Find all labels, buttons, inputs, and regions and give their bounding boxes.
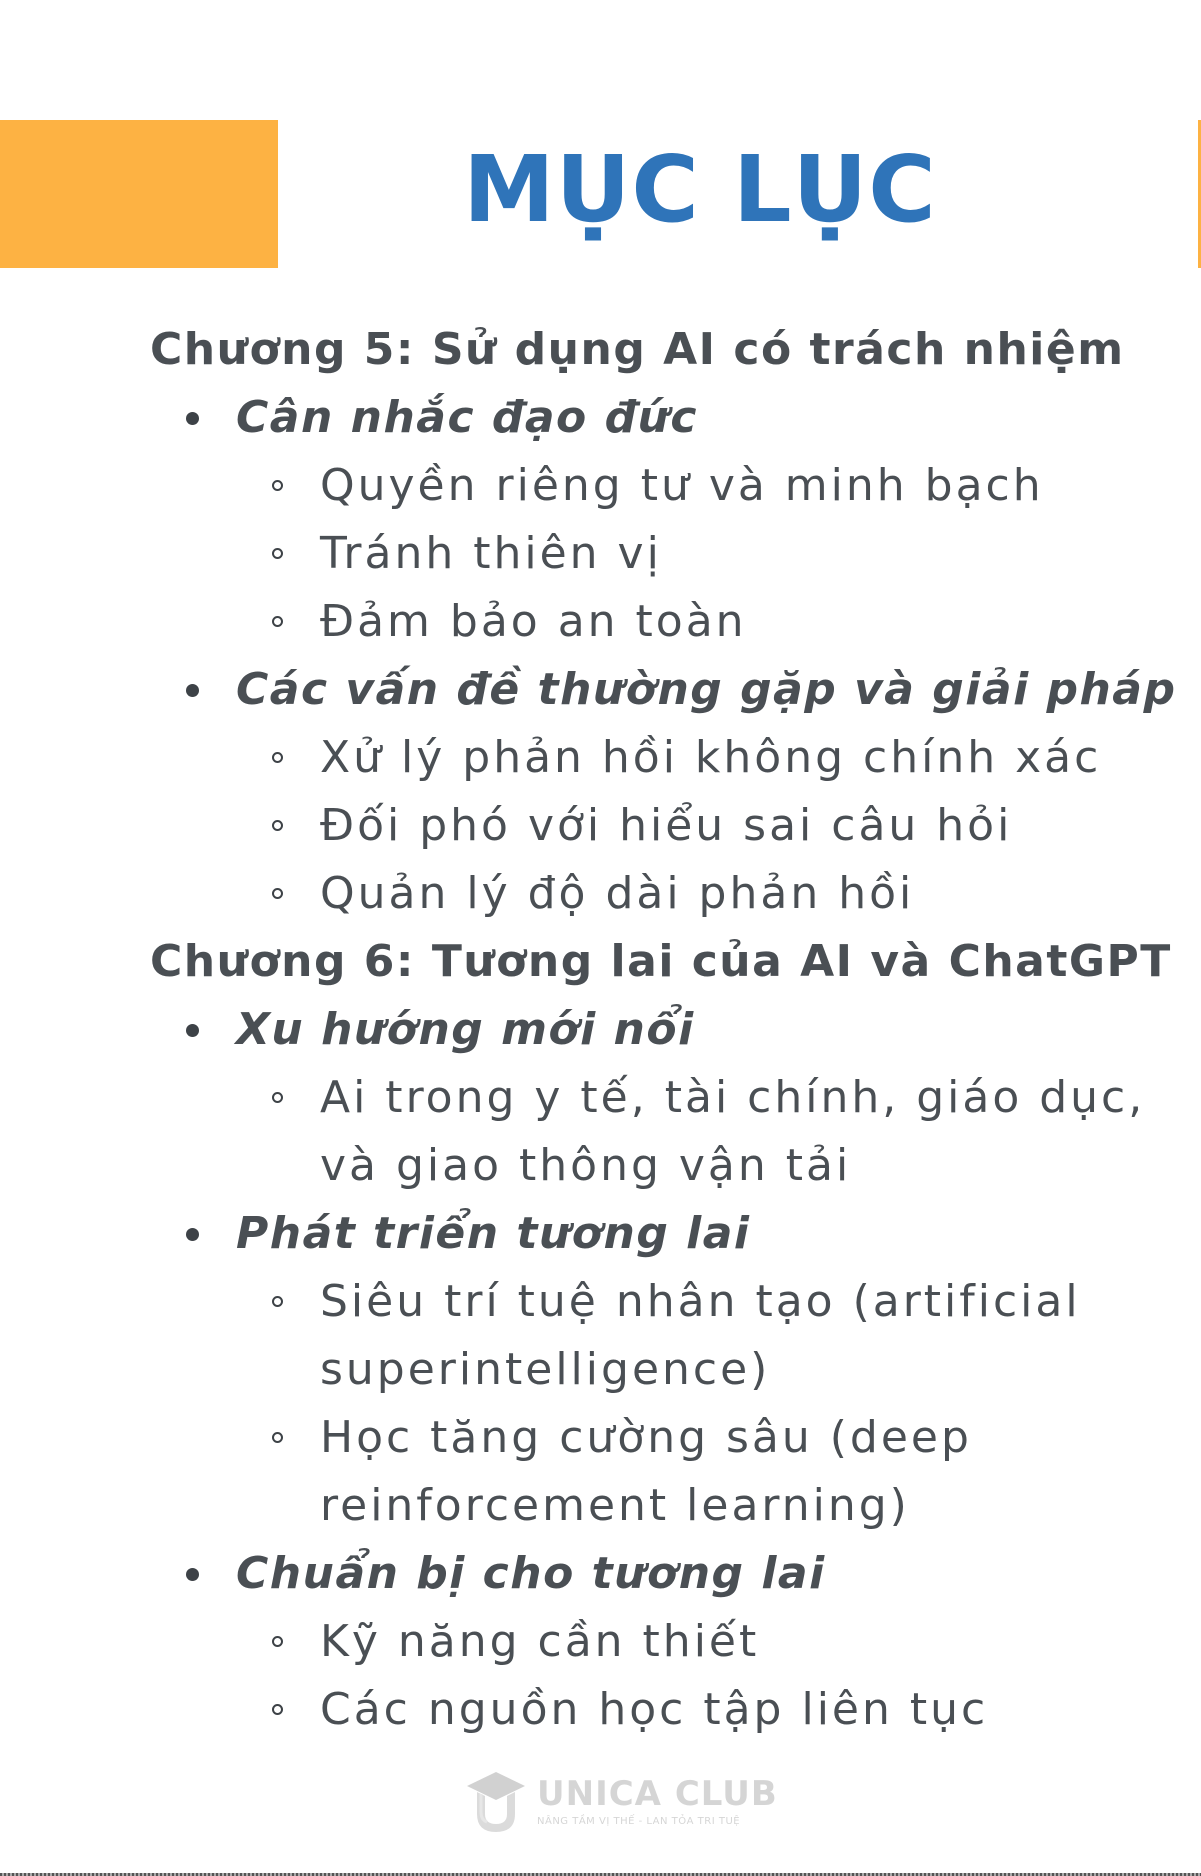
section-heading	[150, 656, 1177, 724]
item-text: Đảm bảo an toàn	[320, 596, 747, 647]
list-item	[150, 452, 1160, 520]
list-item	[150, 792, 1160, 860]
item-text: Siêu trí tuệ nhân tạo (artificial	[320, 1276, 1081, 1327]
hollow-bullet-icon	[272, 1704, 283, 1715]
list-item	[150, 724, 1160, 792]
hollow-bullet-icon	[272, 480, 283, 491]
item-text: Học tăng cường sâu (deep	[320, 1412, 972, 1463]
hollow-bullet-icon	[272, 1432, 283, 1443]
list-item	[150, 1404, 1160, 1540]
hollow-bullet-icon	[272, 1296, 283, 1307]
logo-tagline: NÂNG TẦM VỊ THẾ - LAN TỎA TRI TUỆ	[537, 1816, 741, 1827]
item-text: Các nguồn học tập liên tục	[320, 1684, 989, 1735]
table-of-contents	[150, 316, 1177, 1744]
hollow-bullet-icon	[272, 752, 283, 763]
item-text-continued: reinforcement learning)	[320, 1480, 910, 1531]
item-text: Kỹ năng cần thiết	[320, 1616, 760, 1667]
item-text: Đối phó với hiểu sai câu hỏi	[320, 800, 1013, 851]
filled-bullet-icon	[186, 1024, 199, 1037]
unica-club-logo	[465, 1768, 778, 1838]
hollow-bullet-icon	[272, 616, 283, 627]
chapter-heading: Chương 5: Sử dụng AI có trách nhiệm	[150, 324, 1125, 375]
list-item	[150, 1676, 1160, 1744]
filled-bullet-icon	[186, 684, 199, 697]
list-item	[150, 1268, 1160, 1404]
section-title: Cân nhắc đạo đức	[236, 392, 699, 443]
page-title: MỤC LỤC	[463, 136, 937, 243]
list-item	[150, 860, 1160, 928]
logo-name: UNICA CLUB	[537, 1774, 778, 1814]
filled-bullet-icon	[186, 1228, 199, 1241]
item-text: Ai trong y tế, tài chính, giáo dục,	[320, 1072, 1146, 1123]
section-heading	[150, 996, 1160, 1064]
item-text: Xử lý phản hồi không chính xác	[320, 732, 1102, 783]
section-heading	[150, 384, 1160, 452]
item-text-continued: và giao thông vận tải	[320, 1140, 852, 1191]
graduation-cap-icon	[465, 1768, 527, 1836]
list-item	[150, 588, 1160, 656]
hollow-bullet-icon	[272, 548, 283, 559]
section-title: Các vấn đề thường gặp và giải pháp	[236, 664, 1177, 715]
filled-bullet-icon	[186, 412, 199, 425]
list-item	[150, 520, 1160, 588]
item-text: Quyền riêng tư và minh bạch	[320, 460, 1044, 511]
hollow-bullet-icon	[272, 888, 283, 899]
filled-bullet-icon	[186, 1568, 199, 1581]
list-item	[150, 1608, 1160, 1676]
section-heading	[150, 1540, 1160, 1608]
section-heading	[150, 1200, 1160, 1268]
list-item	[150, 1064, 1160, 1200]
item-text: Quản lý độ dài phản hồi	[320, 868, 915, 919]
section-title: Phát triển tương lai	[236, 1208, 751, 1259]
hollow-bullet-icon	[272, 1636, 283, 1647]
hollow-bullet-icon	[272, 820, 283, 831]
section-title: Chuẩn bị cho tương lai	[236, 1548, 826, 1599]
accent-block	[0, 120, 278, 268]
section-title: Xu hướng mới nổi	[236, 1004, 695, 1055]
chapter-heading: Chương 6: Tương lai của AI và ChatGPT	[150, 936, 1172, 987]
item-text: Tránh thiên vị	[320, 528, 662, 579]
hollow-bullet-icon	[272, 1092, 283, 1103]
item-text-continued: superintelligence)	[320, 1344, 771, 1395]
